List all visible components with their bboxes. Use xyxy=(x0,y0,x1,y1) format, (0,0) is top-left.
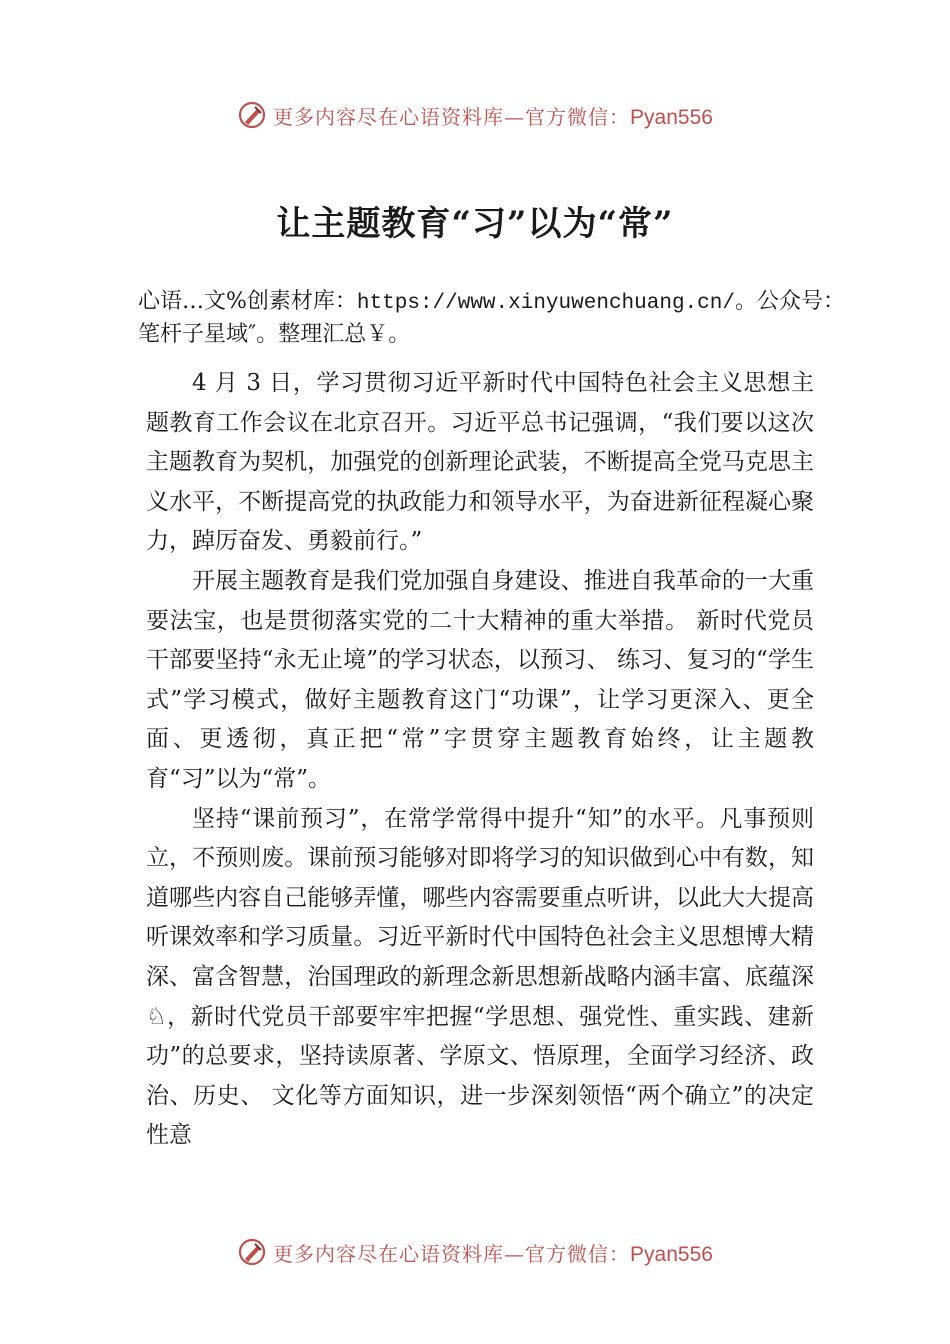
document-title: 让主题教育“习”以为“常” xyxy=(276,204,674,244)
header-banner-text: 更多内容尽在心语资料库—官方微信：Pyan556 xyxy=(273,104,713,129)
pen-seal-icon xyxy=(237,1237,267,1267)
source-url: https://www.xinyuwenchuang.cn/ xyxy=(356,292,735,315)
paragraph: 4 月 3 日，学习贯彻习近平新时代中国特色社会主义思想主题教育工作会议在北京召开。习近平总书记强调，“我们要以这次主题教育为契机，加强党的创新理论武装，不断提高全党马克思主义水平，不断提高党的执政能力和领导水平，为奋进新征程凝心聚力，踔厉奋发、勇毅前行。” xyxy=(146,370,814,555)
pen-seal-icon xyxy=(237,100,267,130)
document-body xyxy=(146,364,814,1156)
wechat-id: Pyan556 xyxy=(630,1242,713,1266)
wechat-id: Pyan556 xyxy=(630,105,713,129)
paragraph: 坚持“课前预习”，在常学常得中提升“知”的水平。凡事预则立，不预则废。课前预习能够对即将学习的知识做到心中有数，知道哪些内容自己能够弄懂，哪些内容需要重点听讲，以此大大提高听课效率和学习质量。习近平新时代中国特色社会主义思想博大精深、富含智慧，治国理政的新理念新思想新战略内涵丰富、底蕴深♘，新时代党员干部要牢牢把握“学思想、强党性、重实践、建新功”的总要求，坚持读原著、学原文、悟原理，全面学习经济、政治、历史、 文化等方面知识，进一步深刻领悟“两个确立”的决定性意 xyxy=(146,805,814,1149)
source-note: 心语…文%创素材库：https://www.xinyuwenchuang.cn/。公众号：笔杆子星域″。整理汇总￥。 xyxy=(138,289,845,347)
paragraph: 开展主题教育是我们党加强自身建设、推进自我革命的一大重要法宝，也是贯彻落实党的二十大精神的重大举措。 新时代党员干部要坚持“永无止境”的学习状态，以预习、 练习、复习的“学生式”学习模式，做好主题教育这门“功课”，让学习更深入、更全面、更透彻，真正把“常”字贯穿主题教育始终，让主题教育“习”以为“常”。 xyxy=(146,567,814,792)
footer-banner-text: 更多内容尽在心语资料库—官方微信：Pyan556 xyxy=(273,1241,713,1266)
header-banner xyxy=(0,95,950,135)
footer-banner xyxy=(0,1232,950,1272)
